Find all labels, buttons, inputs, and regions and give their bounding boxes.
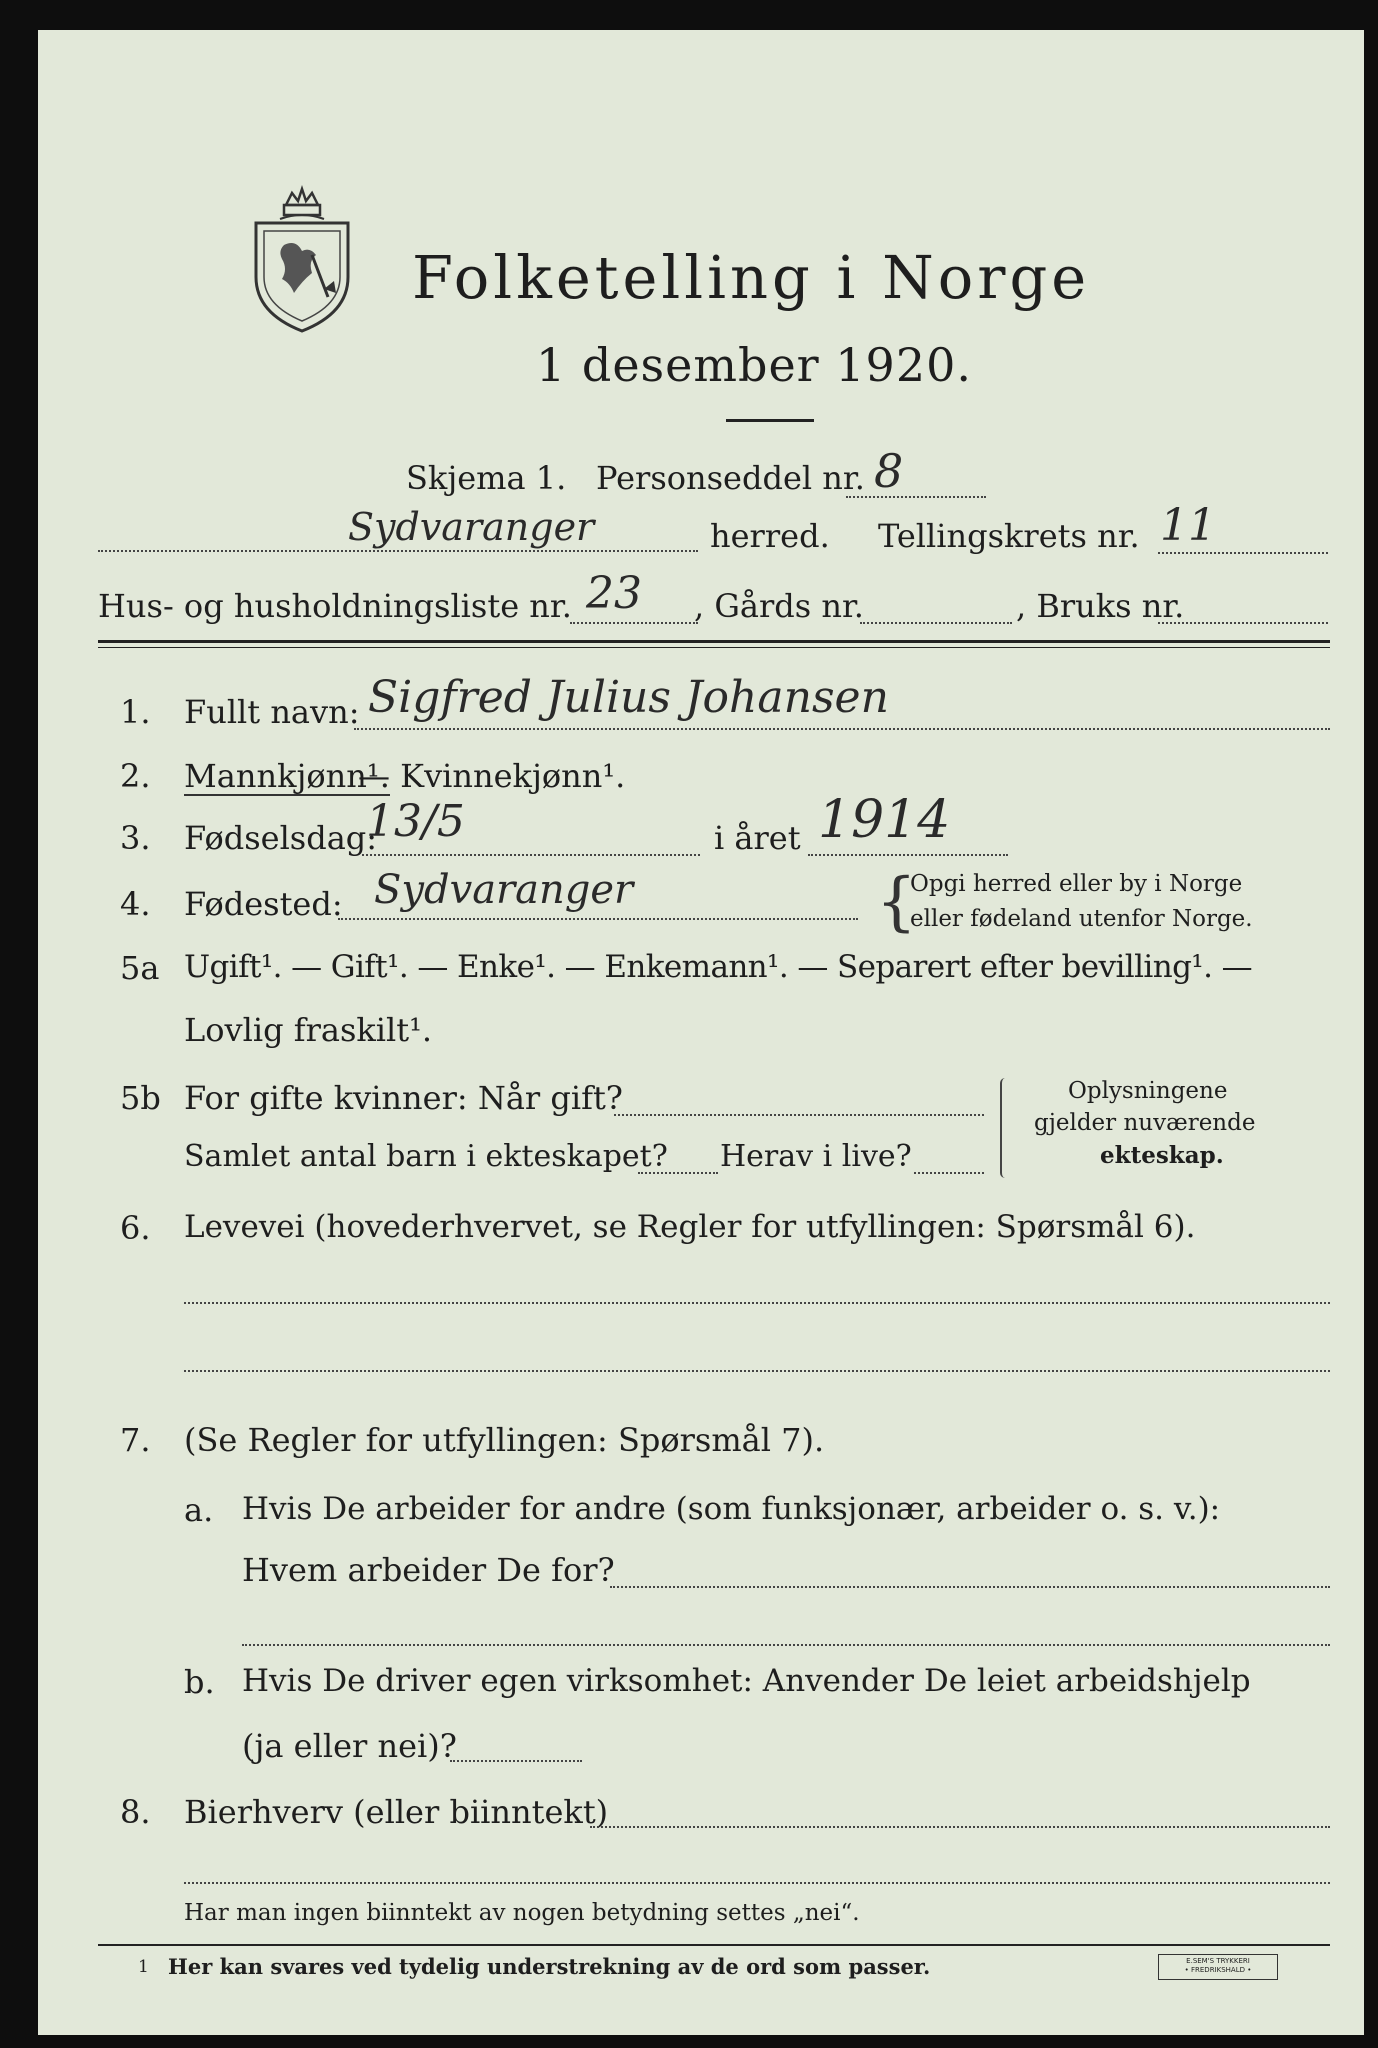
q3-number: 3. bbox=[120, 819, 151, 857]
q5b-children-label: Samlet antal barn i ekteskapet? bbox=[184, 1139, 668, 1174]
q4-note-line2: eller fødeland utenfor Norge. bbox=[910, 906, 1253, 932]
tellingskrets-value[interactable]: 11 bbox=[1160, 500, 1216, 551]
q8-note: Har man ingen biinntekt av nogen betydning settes „nei“. bbox=[184, 1900, 860, 1926]
q5b-alive-line bbox=[914, 1172, 984, 1174]
q7a-line1: Hvis De arbeider for andre (som funksjonær, arbeider o. s. v.): bbox=[242, 1491, 1221, 1527]
q5b-children-line bbox=[638, 1172, 718, 1174]
q5b-bracket bbox=[1000, 1078, 1010, 1178]
schema-label: Skjema 1. bbox=[406, 459, 567, 497]
q1-value[interactable]: Sigfred Julius Johansen bbox=[368, 672, 889, 723]
q5b-note-line3: ekteskap. bbox=[1100, 1142, 1224, 1169]
q5b-note-line1: Oplysningene bbox=[1068, 1078, 1228, 1104]
q3-year-line bbox=[808, 854, 1008, 856]
q7b-line2: (ja eller nei)? bbox=[242, 1727, 457, 1765]
header-rule-thick bbox=[98, 640, 1330, 643]
q6-label: Levevei (hovederhvervet, se Regler for utfyllingen: Spørsmål 6). bbox=[184, 1209, 1196, 1245]
header-rule-thin bbox=[98, 647, 1330, 648]
q1-line bbox=[354, 728, 1330, 730]
husliste-value[interactable]: 23 bbox=[586, 568, 642, 619]
personseddel-line bbox=[846, 496, 986, 498]
tellingskrets-line bbox=[1158, 552, 1328, 554]
q6-line2 bbox=[184, 1370, 1330, 1372]
q2-female[interactable]: — Kvinnekjønn¹. bbox=[358, 757, 626, 795]
bruks-label: , Bruks nr. bbox=[1016, 587, 1185, 625]
q1-label: Fullt navn: bbox=[184, 693, 360, 731]
q6-line1 bbox=[184, 1302, 1330, 1304]
q5b-number: 5b bbox=[120, 1079, 161, 1117]
q4-note-line1: Opgi herred eller by i Norge bbox=[910, 871, 1243, 897]
printer-stamp-line1: E.SEM'S TRYKKERI bbox=[1186, 1957, 1250, 1965]
q5a-option-fraskilt[interactable]: Lovlig fraskilt¹. bbox=[184, 1011, 433, 1049]
herred-line bbox=[98, 550, 698, 552]
q5a-options[interactable]: Ugift¹. — Gift¹. — Enke¹. — Enkemann¹. — Separert efter bevilling¹. — bbox=[184, 949, 1253, 985]
q7a-line-extra bbox=[242, 1644, 1330, 1646]
q4-label: Fødested: bbox=[184, 885, 343, 923]
q5b-married-line bbox=[614, 1114, 984, 1116]
q7b-letter: b. bbox=[184, 1663, 215, 1701]
q7a-letter: a. bbox=[184, 1491, 214, 1529]
q8-number: 8. bbox=[120, 1793, 151, 1831]
q3-value[interactable]: 13/5 bbox=[366, 796, 465, 847]
personseddel-label: Personseddel nr. bbox=[596, 459, 865, 497]
census-form-page bbox=[38, 30, 1364, 2035]
title-divider bbox=[726, 419, 814, 422]
footnote-mark: 1 bbox=[138, 1957, 149, 1977]
q4-line bbox=[338, 918, 858, 920]
footnote-text: Her kan svares ved tydelig understrekning av de ord som passer. bbox=[168, 1954, 931, 1979]
q5a-number: 5a bbox=[120, 949, 160, 987]
bruks-line bbox=[1158, 622, 1328, 624]
page-title: Folketelling i Norge bbox=[412, 243, 1091, 312]
q8-line bbox=[590, 1826, 1330, 1828]
q4-value[interactable]: Sydvaranger bbox=[374, 867, 634, 913]
q2-male[interactable]: Mannkjønn¹. bbox=[184, 757, 390, 795]
q8-label: Bierhverv (eller biinntekt) bbox=[184, 1793, 609, 1831]
q7a-line bbox=[610, 1586, 1330, 1588]
q7b-line1: Hvis De driver egen virksomhet: Anvender De leiet arbeidshjelp bbox=[242, 1663, 1251, 1699]
q3-year-label: i året bbox=[714, 819, 801, 857]
herred-label: herred. bbox=[710, 517, 830, 555]
tellingskrets-label: Tellingskrets nr. bbox=[878, 517, 1140, 555]
q5b-note-line2: gjelder nuværende bbox=[1034, 1110, 1256, 1136]
q6-number: 6. bbox=[120, 1209, 151, 1247]
q7-label: (Se Regler for utfyllingen: Spørsmål 7). bbox=[184, 1421, 825, 1459]
q7-number: 7. bbox=[120, 1421, 151, 1459]
husliste-label: Hus- og husholdningsliste nr. bbox=[98, 587, 572, 625]
q3-label: Fødselsdag: bbox=[184, 819, 378, 857]
footer-rule bbox=[98, 1944, 1330, 1946]
q5b-married-when: For gifte kvinner: Når gift? bbox=[184, 1079, 623, 1117]
q3-year-value[interactable]: 1914 bbox=[818, 790, 951, 850]
q8-line-extra bbox=[184, 1882, 1330, 1884]
q3-line bbox=[362, 854, 700, 856]
q4-brace: { bbox=[876, 865, 917, 939]
q1-number: 1. bbox=[120, 693, 151, 731]
husliste-line bbox=[570, 622, 698, 624]
gards-line bbox=[860, 622, 1012, 624]
q7a-line2: Hvem arbeider De for? bbox=[242, 1551, 615, 1589]
q7b-line bbox=[450, 1760, 582, 1762]
norwegian-coat-of-arms-icon bbox=[250, 185, 354, 335]
q4-number: 4. bbox=[120, 885, 151, 923]
printer-stamp bbox=[1158, 1954, 1278, 1980]
q5b-alive-label: Herav i live? bbox=[720, 1139, 912, 1174]
gards-label: , Gårds nr. bbox=[694, 587, 864, 625]
herred-value[interactable]: Sydvaranger bbox=[348, 505, 595, 549]
personseddel-value[interactable]: 8 bbox=[874, 444, 904, 498]
census-date: 1 desember 1920. bbox=[536, 338, 972, 392]
printer-stamp-line2: • FREDRIKSHALD • bbox=[1184, 1966, 1252, 1974]
q2-number: 2. bbox=[120, 757, 151, 795]
